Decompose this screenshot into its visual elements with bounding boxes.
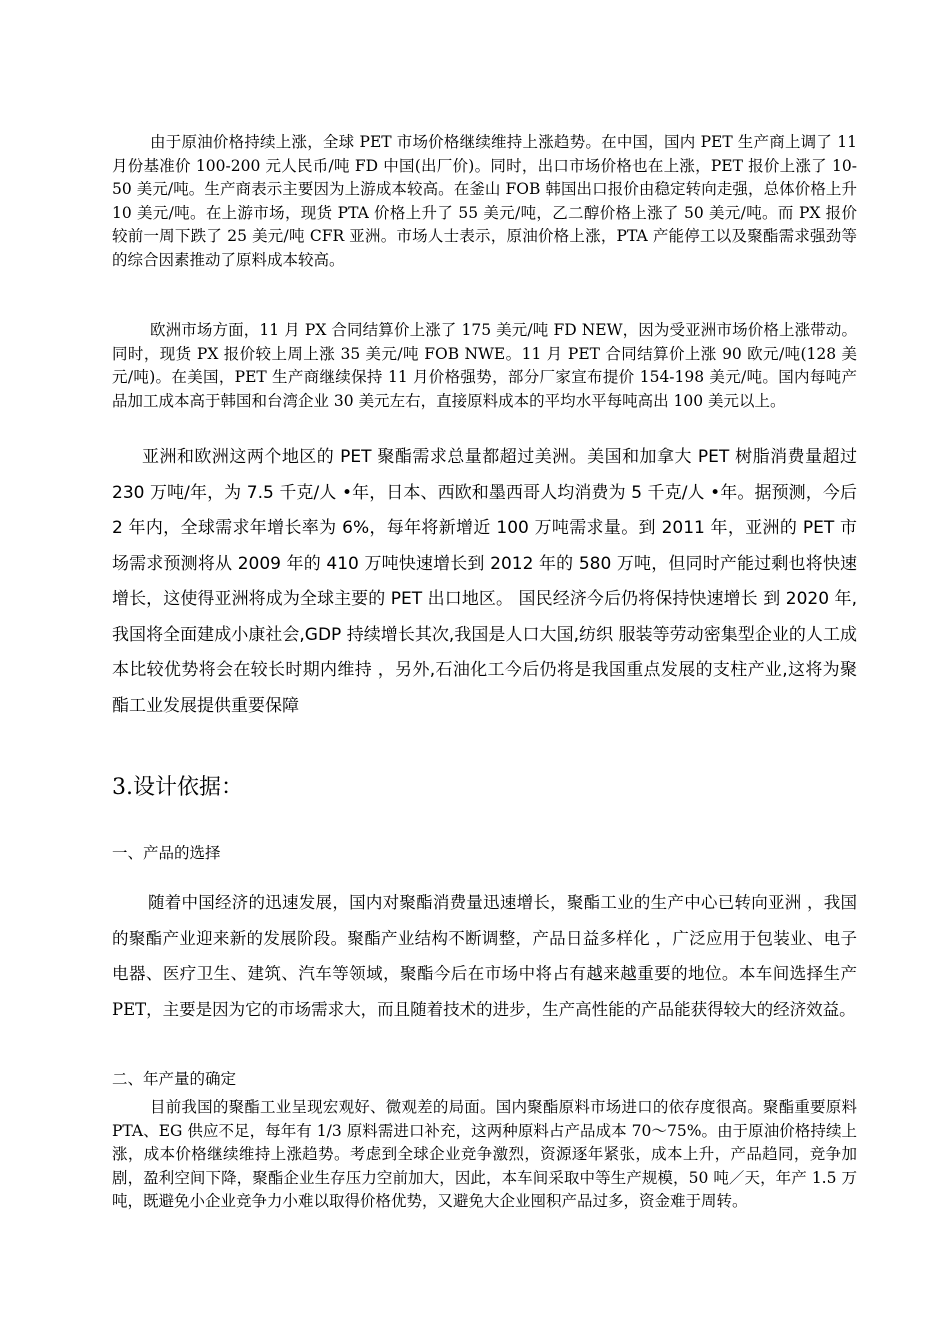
paragraph-product-selection: 随着中国经济的迅速发展，国内对聚酯消费量迅速增长，聚酯工业的生产中心已转向亚洲 ，我国的聚酯产业迎来新的发展阶段。聚酯产业结构不断调整，产品日益多样化 ，广泛应用于包装业、电子电器、医疗卫生、建筑、汽车等领域，聚酯今后在市场中将占有越来越重要的地位。本车间选择生产 PET，主要是因为它的市场需求大，而且随着技术的进步，生产高性能的产品能获得较大的经济效益。 xyxy=(112,893,857,1019)
paragraph-pet-price-trend: 由于原油价格持续上涨，全球 PET 市场价格继续维持上涨趋势。在中国，国内 PET 生产商上调了 11 月份基准价 100-200 元人民币/吨 FD 中国(出厂价)。同时，出口市场价格也在上涨，PET 报价上涨了 10-50 美元/吨。生产商表示主要因为上游成本较高。在釜山 FOB 韩国出口报价由稳定转向走强，总体价格上升 10 美元/吨。在上游市场，现货 PTA 价格上升了 55 美元/吨，乙二醇价格上涨了 50 美元/吨。而 PX 报价较前一周下跌了 25 美元/吨 CFR 亚洲。市场人士表示，原油价格上涨，PTA 产能停工以及聚酯需求强劲等的综合因素推动了原料成本较高。 xyxy=(112,133,857,269)
paragraph-demand-forecast: 亚洲和欧洲这两个地区的 PET 聚酯需求总量都超过美洲。美国和加拿大 PET 树脂消费量超过 230 万吨/年，为 7.5 千克/人 •年，日本、西欧和墨西哥人均消费为 5 千克/人 •年。据预测，今后 2 年内，全球需求年增长率为 6%，每年将新增近 100 万吨需求量。到 2011 年，亚洲的 PET 市场需求预测将从 2009 年的 410 万吨快速增长到 2012 年的 580 万吨，但同时产能过剩也将快速增长，这使得亚洲将成为全球主要的 PET 出口地区。 国民经济今后仍将保持快速增长 到 2020 年,我国将全面建成小康社会,GDP 持续增长其次,我国是人口大国,纺织 服装等劳动密集型企业的人工成本比较优势将会在较长时期内维持 ，另外,石油化工今后仍将是我国重点发展的支柱产业,这将为聚酯工业发展提供重要保障 xyxy=(112,447,857,716)
section-heading: 3.设计依据： xyxy=(112,775,243,800)
paragraph-annual-output: 目前我国的聚酯工业呈现宏观好、微观差的局面。国内聚酯原料市场进口的依存度很高。聚酯重要原料 PTA、EG 供应不足，每年有 1/3 原料需进口补充，这两种原料占产品成本 70～75%。由于原油价格持续上涨，成本价格继续维持上涨趋势。考虑到全球企业竞争激烈，资源逐年紧张，成本上升，产品趋同，竞争加剧，盈利空间下降，聚酯企业生存压力空前加大，因此，本车间采取中等生产规模，50 吨／天，年产 1.5 万吨，既避免小企业竞争力小难以取得价格优势，又避免大企业囤积产品过多，资金难于周转。 xyxy=(112,1098,857,1210)
paragraph-europe-market: 欧洲市场方面，11 月 PX 合同结算价上涨了 175 美元/吨 FD NEW，因为受亚洲市场价格上涨带动。同时，现货 PX 报价较上周上涨 35 美元/吨 FOB NWE。11 月 PET 合同结算价上涨 90 欧元/吨(128 美元/吨)。在美国，PET 生产商继续保持 11 月价格强势，部分厂家宣布提价 154-198 美元/吨。国内每吨产品加工成本高于韩国和台湾企业 30 美元左右，直接原料成本的平均水平每吨高出 100 美元以上。 xyxy=(112,321,857,410)
subsection-title-product-selection: 一、产品的选择 xyxy=(112,844,221,862)
subsection-title-annual-output: 二、年产量的确定 xyxy=(112,1070,237,1088)
